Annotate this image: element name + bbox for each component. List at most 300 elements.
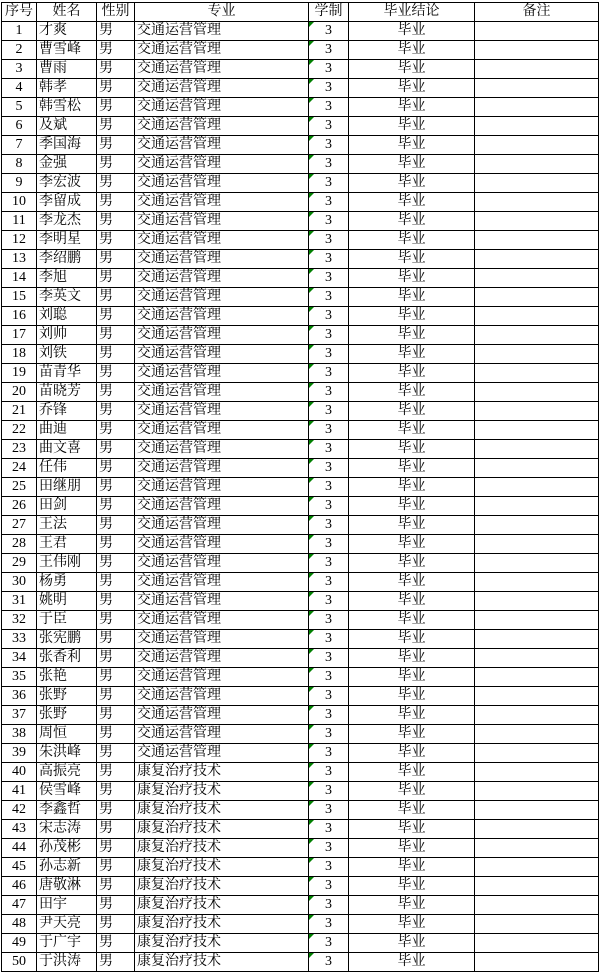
row-number-cell[interactable] xyxy=(2,573,37,592)
row-number-cell[interactable] xyxy=(2,706,37,725)
note-cell[interactable] xyxy=(475,60,599,79)
conclusion-cell[interactable] xyxy=(349,231,475,250)
major-cell[interactable] xyxy=(135,858,309,877)
note-cell[interactable] xyxy=(475,440,599,459)
gender-cell[interactable] xyxy=(97,345,135,364)
major-cell[interactable] xyxy=(135,288,309,307)
years-cell[interactable] xyxy=(309,801,349,820)
major-cell[interactable] xyxy=(135,801,309,820)
row-number-cell[interactable] xyxy=(2,250,37,269)
name-cell[interactable] xyxy=(37,402,97,421)
years-cell[interactable] xyxy=(309,478,349,497)
header-cell-years[interactable]: 学制 xyxy=(309,3,349,22)
gender-cell[interactable] xyxy=(97,592,135,611)
conclusion-cell[interactable] xyxy=(349,60,475,79)
row-number-cell[interactable] xyxy=(2,497,37,516)
conclusion-cell[interactable] xyxy=(349,953,475,972)
gender-cell[interactable] xyxy=(97,706,135,725)
conclusion-cell[interactable] xyxy=(349,402,475,421)
years-cell[interactable] xyxy=(309,839,349,858)
name-cell[interactable] xyxy=(37,687,97,706)
row-number-cell[interactable] xyxy=(2,383,37,402)
years-cell[interactable] xyxy=(309,934,349,953)
row-number-cell[interactable] xyxy=(2,231,37,250)
row-number-cell[interactable] xyxy=(2,782,37,801)
years-cell[interactable] xyxy=(309,782,349,801)
row-number-cell[interactable] xyxy=(2,896,37,915)
gender-cell[interactable] xyxy=(97,554,135,573)
years-cell[interactable] xyxy=(309,744,349,763)
gender-cell[interactable] xyxy=(97,535,135,554)
row-number-cell[interactable] xyxy=(2,687,37,706)
note-cell[interactable] xyxy=(475,782,599,801)
row-number-cell[interactable] xyxy=(2,915,37,934)
gender-cell[interactable] xyxy=(97,60,135,79)
row-number-cell[interactable] xyxy=(2,98,37,117)
row-number-cell[interactable] xyxy=(2,117,37,136)
years-cell[interactable] xyxy=(309,212,349,231)
years-cell[interactable] xyxy=(309,364,349,383)
row-number-cell[interactable] xyxy=(2,402,37,421)
major-cell[interactable] xyxy=(135,421,309,440)
years-cell[interactable] xyxy=(309,440,349,459)
conclusion-cell[interactable] xyxy=(349,497,475,516)
conclusion-cell[interactable] xyxy=(349,478,475,497)
gender-cell[interactable] xyxy=(97,630,135,649)
gender-cell[interactable] xyxy=(97,193,135,212)
note-cell[interactable] xyxy=(475,117,599,136)
major-cell[interactable] xyxy=(135,877,309,896)
row-number-cell[interactable] xyxy=(2,459,37,478)
row-number-cell[interactable] xyxy=(2,345,37,364)
name-cell[interactable] xyxy=(37,478,97,497)
name-cell[interactable] xyxy=(37,41,97,60)
gender-cell[interactable] xyxy=(97,497,135,516)
name-cell[interactable] xyxy=(37,820,97,839)
major-cell[interactable] xyxy=(135,231,309,250)
name-cell[interactable] xyxy=(37,269,97,288)
major-cell[interactable] xyxy=(135,269,309,288)
name-cell[interactable] xyxy=(37,611,97,630)
gender-cell[interactable] xyxy=(97,915,135,934)
name-cell[interactable] xyxy=(37,535,97,554)
gender-cell[interactable] xyxy=(97,611,135,630)
name-cell[interactable] xyxy=(37,554,97,573)
conclusion-cell[interactable] xyxy=(349,858,475,877)
name-cell[interactable] xyxy=(37,459,97,478)
note-cell[interactable] xyxy=(475,630,599,649)
years-cell[interactable] xyxy=(309,421,349,440)
conclusion-cell[interactable] xyxy=(349,155,475,174)
name-cell[interactable] xyxy=(37,953,97,972)
row-number-cell[interactable] xyxy=(2,364,37,383)
name-cell[interactable] xyxy=(37,934,97,953)
row-number-cell[interactable] xyxy=(2,554,37,573)
conclusion-cell[interactable] xyxy=(349,193,475,212)
gender-cell[interactable] xyxy=(97,649,135,668)
note-cell[interactable] xyxy=(475,706,599,725)
note-cell[interactable] xyxy=(475,858,599,877)
major-cell[interactable] xyxy=(135,668,309,687)
note-cell[interactable] xyxy=(475,250,599,269)
conclusion-cell[interactable] xyxy=(349,117,475,136)
conclusion-cell[interactable] xyxy=(349,630,475,649)
major-cell[interactable] xyxy=(135,744,309,763)
years-cell[interactable] xyxy=(309,231,349,250)
gender-cell[interactable] xyxy=(97,288,135,307)
years-cell[interactable] xyxy=(309,611,349,630)
years-cell[interactable] xyxy=(309,820,349,839)
years-cell[interactable] xyxy=(309,98,349,117)
note-cell[interactable] xyxy=(475,288,599,307)
years-cell[interactable] xyxy=(309,193,349,212)
gender-cell[interactable] xyxy=(97,326,135,345)
note-cell[interactable] xyxy=(475,535,599,554)
gender-cell[interactable] xyxy=(97,744,135,763)
conclusion-cell[interactable] xyxy=(349,535,475,554)
gender-cell[interactable] xyxy=(97,250,135,269)
major-cell[interactable] xyxy=(135,516,309,535)
conclusion-cell[interactable] xyxy=(349,896,475,915)
major-cell[interactable] xyxy=(135,573,309,592)
note-cell[interactable] xyxy=(475,592,599,611)
name-cell[interactable] xyxy=(37,421,97,440)
major-cell[interactable] xyxy=(135,782,309,801)
note-cell[interactable] xyxy=(475,174,599,193)
years-cell[interactable] xyxy=(309,687,349,706)
conclusion-cell[interactable] xyxy=(349,725,475,744)
years-cell[interactable] xyxy=(309,649,349,668)
conclusion-cell[interactable] xyxy=(349,763,475,782)
years-cell[interactable] xyxy=(309,288,349,307)
name-cell[interactable] xyxy=(37,212,97,231)
conclusion-cell[interactable] xyxy=(349,934,475,953)
note-cell[interactable] xyxy=(475,668,599,687)
years-cell[interactable] xyxy=(309,155,349,174)
name-cell[interactable] xyxy=(37,364,97,383)
row-number-cell[interactable] xyxy=(2,934,37,953)
gender-cell[interactable] xyxy=(97,877,135,896)
major-cell[interactable] xyxy=(135,687,309,706)
row-number-cell[interactable] xyxy=(2,307,37,326)
row-number-cell[interactable] xyxy=(2,212,37,231)
name-cell[interactable] xyxy=(37,250,97,269)
gender-cell[interactable] xyxy=(97,573,135,592)
gender-cell[interactable] xyxy=(97,782,135,801)
note-cell[interactable] xyxy=(475,725,599,744)
note-cell[interactable] xyxy=(475,820,599,839)
gender-cell[interactable] xyxy=(97,117,135,136)
name-cell[interactable] xyxy=(37,573,97,592)
major-cell[interactable] xyxy=(135,820,309,839)
name-cell[interactable] xyxy=(37,326,97,345)
gender-cell[interactable] xyxy=(97,896,135,915)
name-cell[interactable] xyxy=(37,22,97,41)
name-cell[interactable] xyxy=(37,782,97,801)
name-cell[interactable] xyxy=(37,193,97,212)
years-cell[interactable] xyxy=(309,497,349,516)
name-cell[interactable] xyxy=(37,763,97,782)
name-cell[interactable] xyxy=(37,174,97,193)
row-number-cell[interactable] xyxy=(2,953,37,972)
header-cell-gender[interactable]: 性别 xyxy=(97,3,135,22)
name-cell[interactable] xyxy=(37,858,97,877)
row-number-cell[interactable] xyxy=(2,421,37,440)
years-cell[interactable] xyxy=(309,79,349,98)
note-cell[interactable] xyxy=(475,307,599,326)
major-cell[interactable] xyxy=(135,725,309,744)
major-cell[interactable] xyxy=(135,554,309,573)
major-cell[interactable] xyxy=(135,117,309,136)
name-cell[interactable] xyxy=(37,440,97,459)
note-cell[interactable] xyxy=(475,459,599,478)
conclusion-cell[interactable] xyxy=(349,98,475,117)
years-cell[interactable] xyxy=(309,858,349,877)
years-cell[interactable] xyxy=(309,535,349,554)
years-cell[interactable] xyxy=(309,174,349,193)
row-number-cell[interactable] xyxy=(2,858,37,877)
major-cell[interactable] xyxy=(135,839,309,858)
row-number-cell[interactable] xyxy=(2,60,37,79)
name-cell[interactable] xyxy=(37,801,97,820)
note-cell[interactable] xyxy=(475,573,599,592)
note-cell[interactable] xyxy=(475,212,599,231)
gender-cell[interactable] xyxy=(97,763,135,782)
major-cell[interactable] xyxy=(135,383,309,402)
row-number-cell[interactable] xyxy=(2,592,37,611)
conclusion-cell[interactable] xyxy=(349,440,475,459)
years-cell[interactable] xyxy=(309,592,349,611)
name-cell[interactable] xyxy=(37,896,97,915)
conclusion-cell[interactable] xyxy=(349,41,475,60)
major-cell[interactable] xyxy=(135,915,309,934)
name-cell[interactable] xyxy=(37,231,97,250)
name-cell[interactable] xyxy=(37,592,97,611)
major-cell[interactable] xyxy=(135,345,309,364)
gender-cell[interactable] xyxy=(97,440,135,459)
conclusion-cell[interactable] xyxy=(349,79,475,98)
note-cell[interactable] xyxy=(475,611,599,630)
years-cell[interactable] xyxy=(309,459,349,478)
conclusion-cell[interactable] xyxy=(349,554,475,573)
major-cell[interactable] xyxy=(135,896,309,915)
gender-cell[interactable] xyxy=(97,725,135,744)
gender-cell[interactable] xyxy=(97,136,135,155)
years-cell[interactable] xyxy=(309,307,349,326)
major-cell[interactable] xyxy=(135,706,309,725)
major-cell[interactable] xyxy=(135,478,309,497)
years-cell[interactable] xyxy=(309,250,349,269)
conclusion-cell[interactable] xyxy=(349,839,475,858)
row-number-cell[interactable] xyxy=(2,668,37,687)
note-cell[interactable] xyxy=(475,193,599,212)
note-cell[interactable] xyxy=(475,687,599,706)
name-cell[interactable] xyxy=(37,630,97,649)
gender-cell[interactable] xyxy=(97,421,135,440)
header-cell-name[interactable]: 姓名 xyxy=(37,3,97,22)
note-cell[interactable] xyxy=(475,877,599,896)
conclusion-cell[interactable] xyxy=(349,326,475,345)
note-cell[interactable] xyxy=(475,896,599,915)
gender-cell[interactable] xyxy=(97,307,135,326)
row-number-cell[interactable] xyxy=(2,516,37,535)
conclusion-cell[interactable] xyxy=(349,687,475,706)
gender-cell[interactable] xyxy=(97,98,135,117)
note-cell[interactable] xyxy=(475,345,599,364)
gender-cell[interactable] xyxy=(97,79,135,98)
row-number-cell[interactable] xyxy=(2,79,37,98)
major-cell[interactable] xyxy=(135,60,309,79)
gender-cell[interactable] xyxy=(97,687,135,706)
conclusion-cell[interactable] xyxy=(349,516,475,535)
gender-cell[interactable] xyxy=(97,820,135,839)
conclusion-cell[interactable] xyxy=(349,212,475,231)
row-number-cell[interactable] xyxy=(2,535,37,554)
conclusion-cell[interactable] xyxy=(349,706,475,725)
note-cell[interactable] xyxy=(475,421,599,440)
major-cell[interactable] xyxy=(135,459,309,478)
note-cell[interactable] xyxy=(475,801,599,820)
years-cell[interactable] xyxy=(309,877,349,896)
row-number-cell[interactable] xyxy=(2,269,37,288)
name-cell[interactable] xyxy=(37,60,97,79)
conclusion-cell[interactable] xyxy=(349,744,475,763)
years-cell[interactable] xyxy=(309,136,349,155)
conclusion-cell[interactable] xyxy=(349,136,475,155)
note-cell[interactable] xyxy=(475,231,599,250)
major-cell[interactable] xyxy=(135,193,309,212)
gender-cell[interactable] xyxy=(97,934,135,953)
note-cell[interactable] xyxy=(475,326,599,345)
gender-cell[interactable] xyxy=(97,478,135,497)
conclusion-cell[interactable] xyxy=(349,459,475,478)
note-cell[interactable] xyxy=(475,22,599,41)
years-cell[interactable] xyxy=(309,22,349,41)
major-cell[interactable] xyxy=(135,307,309,326)
major-cell[interactable] xyxy=(135,250,309,269)
major-cell[interactable] xyxy=(135,440,309,459)
note-cell[interactable] xyxy=(475,79,599,98)
row-number-cell[interactable] xyxy=(2,136,37,155)
note-cell[interactable] xyxy=(475,497,599,516)
name-cell[interactable] xyxy=(37,136,97,155)
name-cell[interactable] xyxy=(37,668,97,687)
conclusion-cell[interactable] xyxy=(349,820,475,839)
major-cell[interactable] xyxy=(135,326,309,345)
gender-cell[interactable] xyxy=(97,459,135,478)
years-cell[interactable] xyxy=(309,345,349,364)
conclusion-cell[interactable] xyxy=(349,649,475,668)
gender-cell[interactable] xyxy=(97,231,135,250)
years-cell[interactable] xyxy=(309,953,349,972)
conclusion-cell[interactable] xyxy=(349,288,475,307)
gender-cell[interactable] xyxy=(97,402,135,421)
gender-cell[interactable] xyxy=(97,383,135,402)
gender-cell[interactable] xyxy=(97,364,135,383)
major-cell[interactable] xyxy=(135,592,309,611)
name-cell[interactable] xyxy=(37,649,97,668)
row-number-cell[interactable] xyxy=(2,326,37,345)
major-cell[interactable] xyxy=(135,953,309,972)
row-number-cell[interactable] xyxy=(2,839,37,858)
gender-cell[interactable] xyxy=(97,41,135,60)
header-cell-major[interactable]: 专业 xyxy=(135,3,309,22)
note-cell[interactable] xyxy=(475,41,599,60)
years-cell[interactable] xyxy=(309,60,349,79)
years-cell[interactable] xyxy=(309,668,349,687)
major-cell[interactable] xyxy=(135,174,309,193)
major-cell[interactable] xyxy=(135,136,309,155)
note-cell[interactable] xyxy=(475,934,599,953)
name-cell[interactable] xyxy=(37,155,97,174)
major-cell[interactable] xyxy=(135,79,309,98)
major-cell[interactable] xyxy=(135,497,309,516)
note-cell[interactable] xyxy=(475,383,599,402)
years-cell[interactable] xyxy=(309,402,349,421)
name-cell[interactable] xyxy=(37,345,97,364)
row-number-cell[interactable] xyxy=(2,155,37,174)
conclusion-cell[interactable] xyxy=(349,269,475,288)
years-cell[interactable] xyxy=(309,896,349,915)
conclusion-cell[interactable] xyxy=(349,611,475,630)
note-cell[interactable] xyxy=(475,744,599,763)
note-cell[interactable] xyxy=(475,649,599,668)
row-number-cell[interactable] xyxy=(2,611,37,630)
note-cell[interactable] xyxy=(475,98,599,117)
row-number-cell[interactable] xyxy=(2,288,37,307)
gender-cell[interactable] xyxy=(97,174,135,193)
note-cell[interactable] xyxy=(475,839,599,858)
conclusion-cell[interactable] xyxy=(349,307,475,326)
header-cell-conclusion[interactable]: 毕业结论 xyxy=(349,3,475,22)
row-number-cell[interactable] xyxy=(2,763,37,782)
conclusion-cell[interactable] xyxy=(349,383,475,402)
note-cell[interactable] xyxy=(475,364,599,383)
conclusion-cell[interactable] xyxy=(349,364,475,383)
header-cell-note[interactable]: 备注 xyxy=(475,3,599,22)
header-cell-no[interactable]: 序号 xyxy=(2,3,37,22)
major-cell[interactable] xyxy=(135,649,309,668)
years-cell[interactable] xyxy=(309,117,349,136)
major-cell[interactable] xyxy=(135,763,309,782)
name-cell[interactable] xyxy=(37,516,97,535)
name-cell[interactable] xyxy=(37,915,97,934)
years-cell[interactable] xyxy=(309,630,349,649)
major-cell[interactable] xyxy=(135,611,309,630)
note-cell[interactable] xyxy=(475,953,599,972)
note-cell[interactable] xyxy=(475,402,599,421)
row-number-cell[interactable] xyxy=(2,725,37,744)
name-cell[interactable] xyxy=(37,98,97,117)
years-cell[interactable] xyxy=(309,573,349,592)
years-cell[interactable] xyxy=(309,706,349,725)
note-cell[interactable] xyxy=(475,269,599,288)
name-cell[interactable] xyxy=(37,877,97,896)
conclusion-cell[interactable] xyxy=(349,174,475,193)
major-cell[interactable] xyxy=(135,630,309,649)
conclusion-cell[interactable] xyxy=(349,22,475,41)
note-cell[interactable] xyxy=(475,155,599,174)
name-cell[interactable] xyxy=(37,497,97,516)
years-cell[interactable] xyxy=(309,554,349,573)
conclusion-cell[interactable] xyxy=(349,250,475,269)
name-cell[interactable] xyxy=(37,383,97,402)
name-cell[interactable] xyxy=(37,725,97,744)
name-cell[interactable] xyxy=(37,79,97,98)
gender-cell[interactable] xyxy=(97,269,135,288)
conclusion-cell[interactable] xyxy=(349,801,475,820)
gender-cell[interactable] xyxy=(97,801,135,820)
